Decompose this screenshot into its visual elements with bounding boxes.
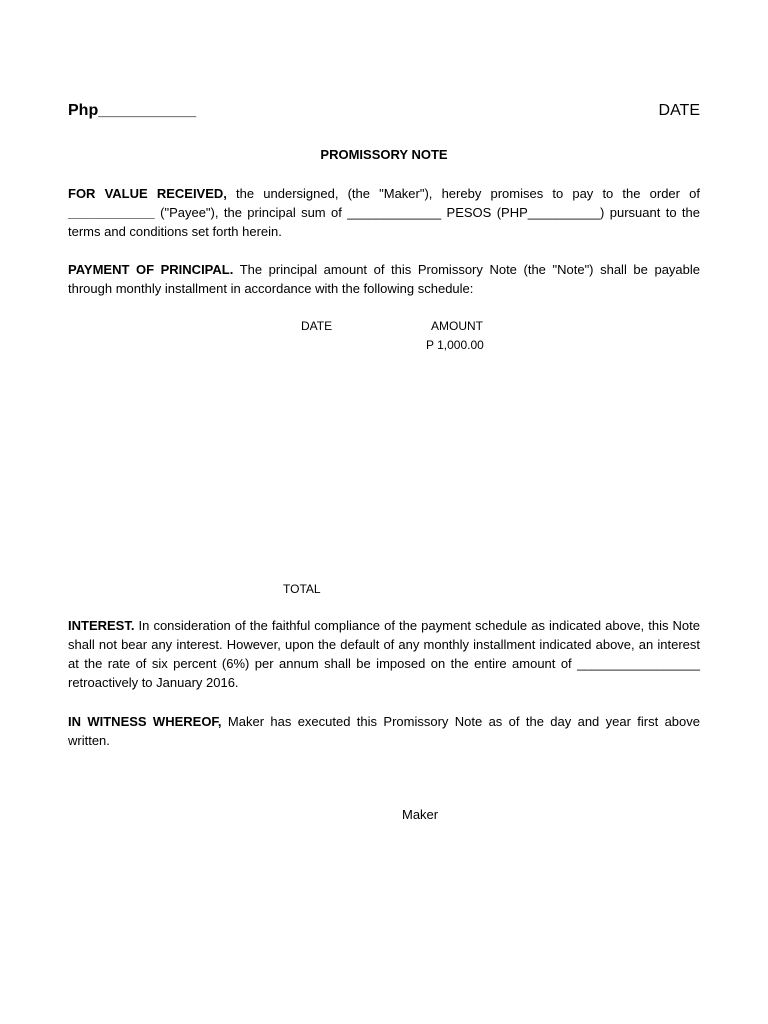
interest-paragraph — [68, 616, 700, 692]
payment-lead: PAYMENT OF PRINCIPAL. — [68, 262, 234, 277]
value-received-paragraph — [68, 184, 700, 241]
value-received-text-2: ("Payee"), the principal sum of _____________ PESOS (PHP__________) pursuant to the terms and conditions set forth herein. — [68, 205, 700, 239]
witness-lead: IN WITNESS WHEREOF, — [68, 714, 222, 729]
date-label: DATE — [658, 102, 700, 119]
witness-text: Maker has executed this Promissory Note as of the day and year first above written. — [68, 714, 700, 748]
document-title: PROMISSORY NOTE — [320, 147, 448, 162]
interest-text: In consideration of the faithful compliance of the payment schedule as indicated above, this Note shall not bear any interest. However, upon the default of any monthly installment indicated above, an interest at the rate of six percent (6%) per annum shall be imposed on the entire amount of _________________ retroactively to January 2016. — [68, 618, 700, 690]
interest-lead: INTEREST. — [68, 618, 135, 633]
schedule-first-amount: P 1,000.00 — [426, 338, 484, 352]
payment-paragraph — [68, 260, 700, 298]
schedule-amount-header: AMOUNT — [431, 319, 483, 333]
value-received-lead: FOR VALUE RECEIVED, — [68, 186, 227, 201]
maker-signature-label: Maker — [402, 807, 439, 822]
php-amount-label: Php___________ — [68, 102, 197, 119]
witness-paragraph — [68, 712, 700, 750]
schedule-total-label: TOTAL — [283, 582, 321, 596]
payee-blank: ____________ — [68, 205, 155, 220]
payment-text: The principal amount of this Promissory Note (the "Note") shall be payable through monthly installment in accordance with the following schedule: — [68, 262, 700, 296]
value-received-text-1: the undersigned, (the "Maker"), hereby promises to pay to the order of — [226, 186, 700, 201]
schedule-date-header: DATE — [301, 319, 333, 333]
